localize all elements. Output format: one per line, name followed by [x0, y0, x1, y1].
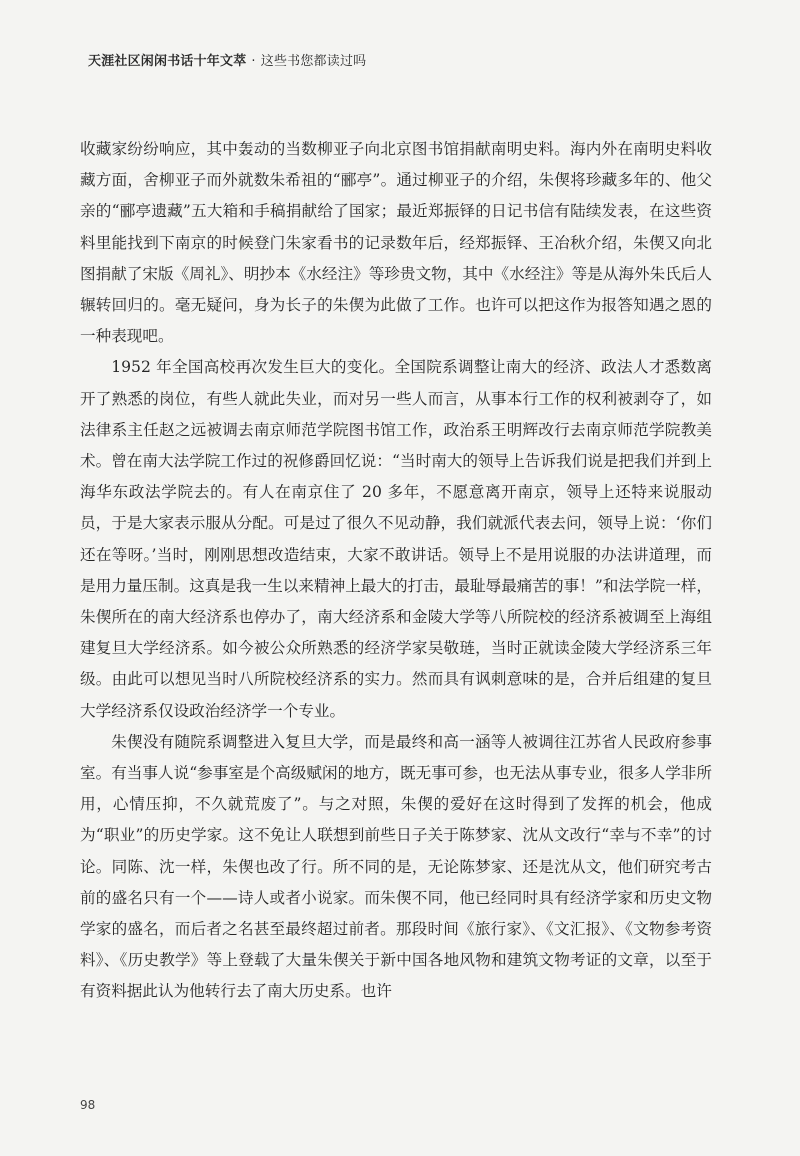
- page-number: 98: [80, 1098, 96, 1112]
- paragraph: 朱偰没有随院系调整进入复旦大学，而是最终和高一涵等人被调往江苏省人民政府参事室。有当事人说“参事室是个高级赋闲的地方，既无事可参，也无法从事专业，很多人学非所用，心情压抑，不久就荒废了”。与之对照，朱偰的爱好在这时得到了发挥的机会，他成为“职业”的历史学家。这不免让人联想到前些日子关于陈梦家、沈从文改行“幸与不幸”的讨论。同陈、沈一样，朱偰也改了行。所不同的是，无论陈梦家、还是沈从文，他们研究考古前的盛名只有一个——诗人或者小说家。而朱偰不同，他已经同时具有经济学家和历史文物学家的盛名，而后者之名甚至最终超过前者。那段时间《旅行家》、《文汇报》、《文物参考资料》、《历史教学》等上登载了大量朱偰关于新中国各地风物和建筑文物考证的文章，以至于有资料据此认为他转行去了南大历史系。也许: [80, 732, 712, 1001]
- running-header: [88, 50, 366, 69]
- article-title: 这些书您都读过吗: [260, 54, 367, 69]
- collection-title: 天涯社区闲闲书话十年文萃: [88, 54, 247, 69]
- paragraph-continued: 收藏家纷纷响应，其中轰动的当数柳亚子向北京图书馆捐献南明史料。海内外在南明史料收藏方面，舍柳亚子而外就数朱希祖的“郦亭”。通过柳亚子的介绍，朱偰将珍藏多年的、他父亲的“郦亭遗藏”五大箱和手稿捐献给了国家；最近郑振铎的日记书信有陆续发表，在这些资料里能找到下南京的时候登门朱家看书的记录数年后，经郑振铎、王冶秋介绍，朱偰又向北图捐献了宋版《周礼》、明抄本《水经注》等珍贵文物，其中《水经注》等是从海外朱氏后人辗转回归的。毫无疑问，身为长子的朱偰为此做了工作。也许可以把这作为报答知遇之恩的一种表现吧。: [80, 140, 712, 346]
- body-text: [80, 134, 712, 1008]
- paragraph: 1952 年全国高校再次发生巨大的变化。全国院系调整让南大的经济、政法人才悉数离开了熟悉的岗位，有些人就此失业，而对另一些人而言，从事本行工作的权利被剥夺了，如法律系主任赵之远被调去南京师范学院图书馆工作，政治系王明辉改行去南京师范学院教美术。曾在南大法学院工作过的祝修爵回忆说：“当时南大的领导上告诉我们说是把我们并到上海华东政法学院去的。有人在南京住了 20 多年，不愿意离开南京，领导上还特来说服动员，于是大家表示服从分配。可是过了很久不见动静，我们就派代表去问，领导上说：‘你们还在等呀。’当时，刚刚思想改造结束，大家不敢讲话。领导上不是用说服的办法讲道理，而是用力量压制。这真是我一生以来精神上最大的打击，最耻辱最痛苦的事！”和法学院一样，朱偰所在的南大经济系也停办了，南大经济系和金陵大学等八所院校的经济系被调至上海组建复旦大学经济系。如今被公众所熟悉的经济学家吴敬琏，当时正就读金陵大学经济系三年级。由此可以想见当时八所院校经济系的实力。然而具有讽刺意味的是，合并后组建的复旦大学经济系仅设政治经济学一个专业。: [80, 358, 712, 720]
- header-separator: ·: [251, 54, 256, 69]
